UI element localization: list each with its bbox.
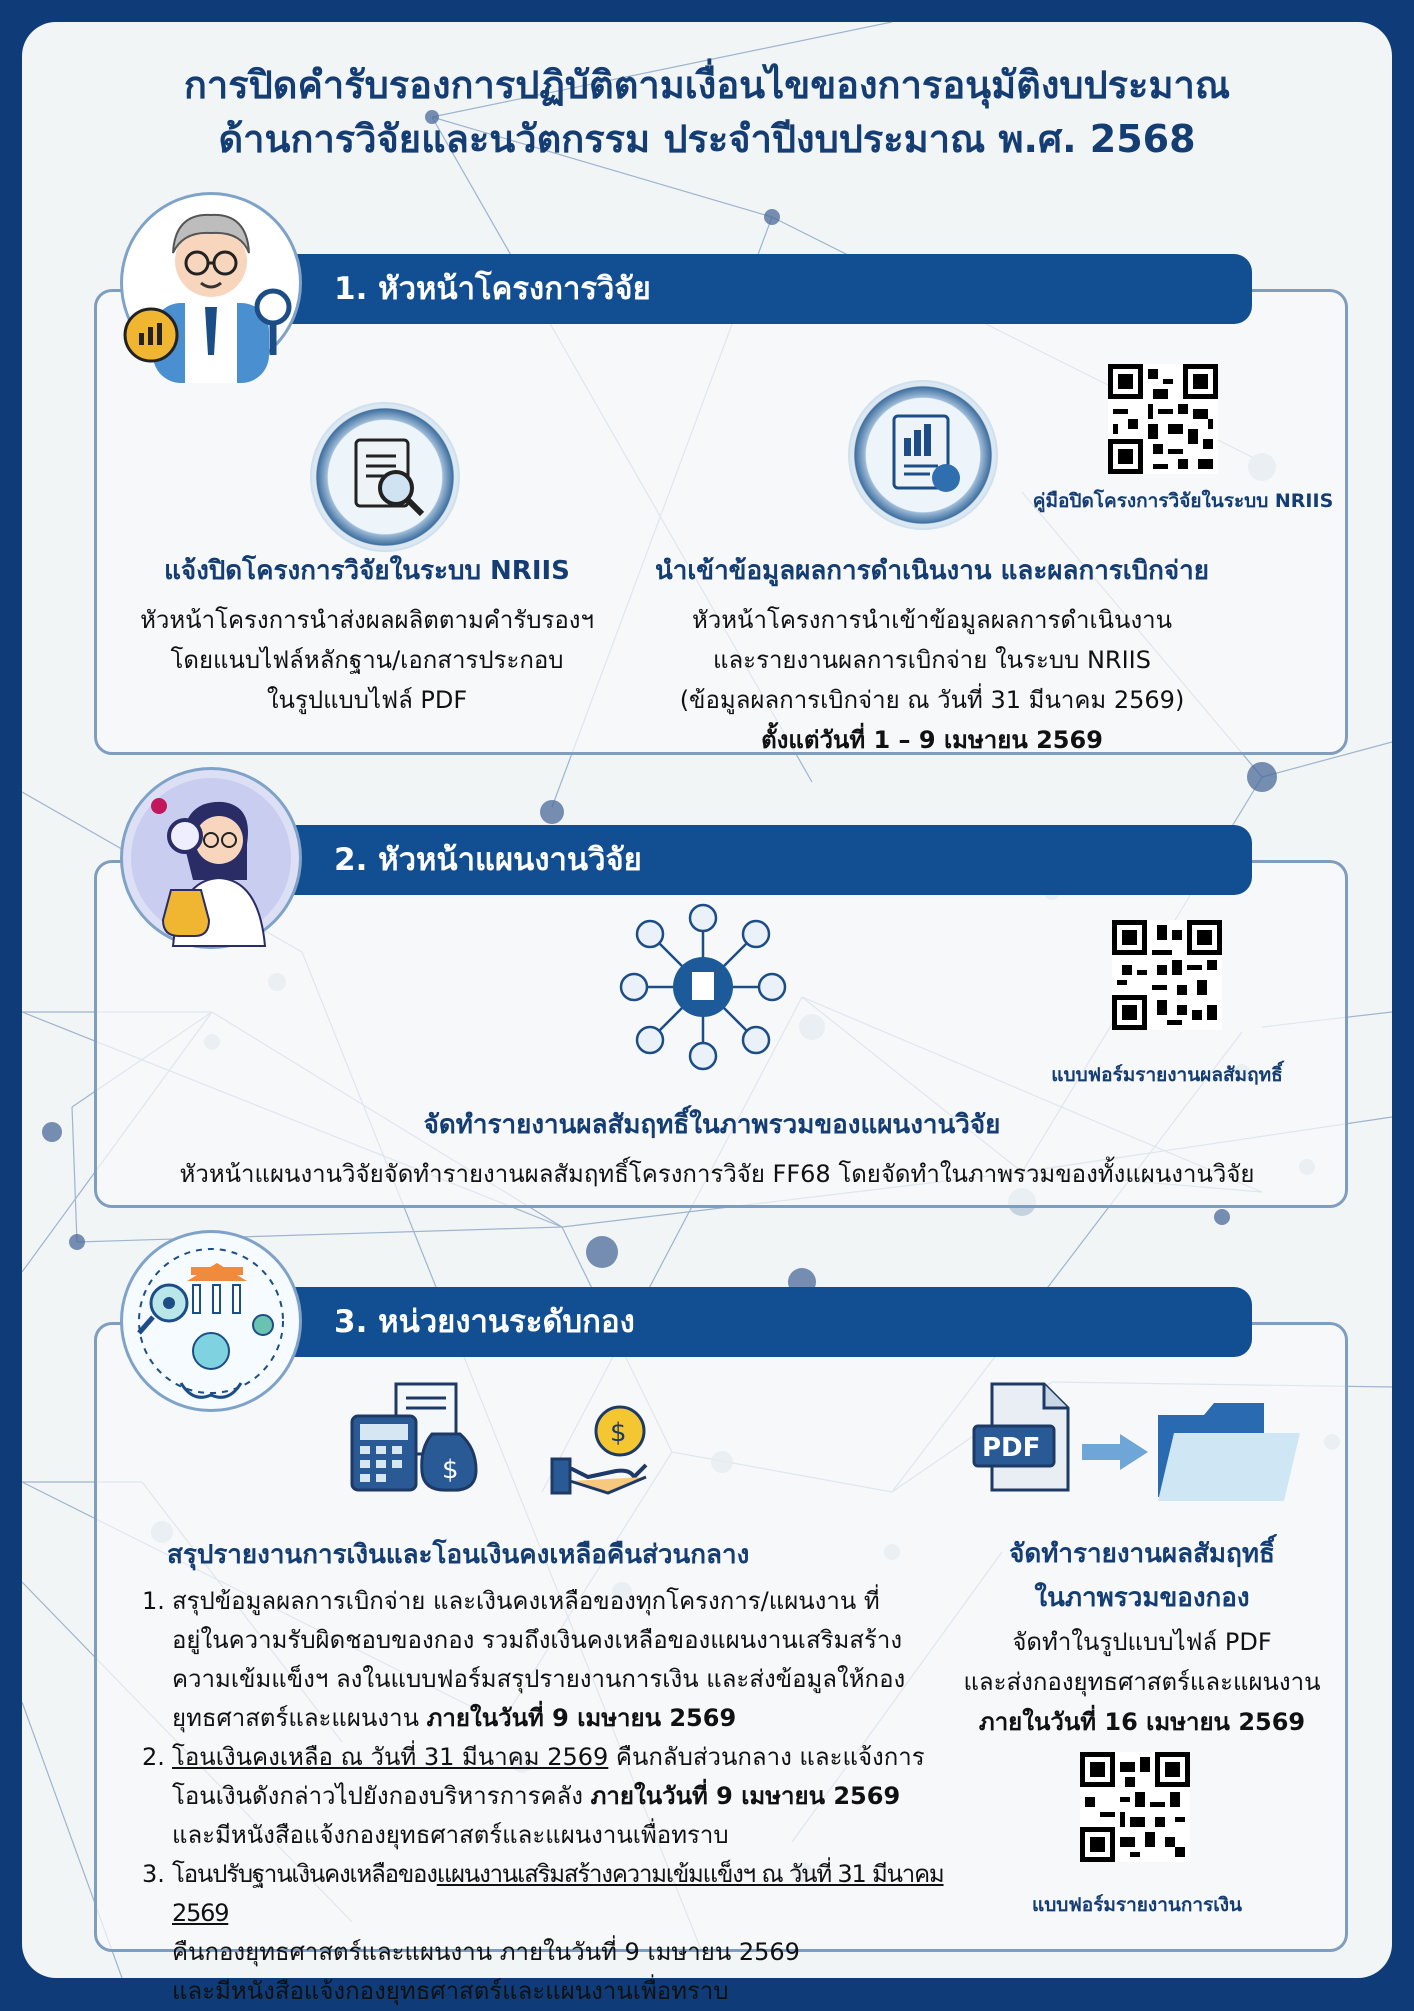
step-line: อยู่ในความรับผิดชอบของกอง รวมถึงเงินคงเหลือของแผนงานเสริมสร้าง	[172, 1626, 903, 1654]
organization-avatar-icon	[120, 1230, 302, 1412]
section-3-right-text	[962, 1622, 1322, 1742]
folder-icon	[1154, 1397, 1304, 1507]
right-line: จัดทำในรูปแบบไฟล์ PDF	[1012, 1628, 1272, 1656]
qr-code-manual[interactable]	[1108, 364, 1218, 474]
step-text: โอนปรับฐานเงินคงเหลือของ	[172, 1860, 437, 1888]
section-1-left-line: หัวหน้าโครงการนำส่งผลผลิตตามคำรับรองฯ	[140, 606, 594, 634]
step-number: 1.	[142, 1587, 165, 1615]
step-line: สรุปข้อมูลผลการเบิกจ่าย และเงินคงเหลือของทุกโครงการ/แผนงาน ที่	[172, 1587, 880, 1615]
hand-coin-icon	[550, 1397, 660, 1497]
step-1	[142, 1582, 972, 1738]
step-2	[142, 1738, 972, 1855]
qr-label-achievement-form: แบบฟอร์มรายงานผลสัมฤทธิ์	[1051, 1064, 1283, 1086]
section-3-right-title	[962, 1532, 1322, 1620]
step-deadline: ภายในวันที่ 9 เมษายน 2569	[590, 1782, 901, 1810]
network-people-icon	[618, 902, 788, 1072]
section-3-left-title: สรุปรายงานการเงินและโอนเงินคงเหลือคืนส่วนกลาง	[167, 1540, 750, 1570]
right-line: และส่งกองยุทธศาสตร์และแผนงาน	[963, 1668, 1321, 1696]
section-1-deadline: ตั้งแต่วันที่ 1 – 9 เมษายน 2569	[761, 726, 1103, 754]
title-line-2: ด้านการวิจัยและนวัตกรรม ประจำปีงบประมาณ พ.ศ. 2568	[218, 117, 1196, 161]
section-2-text: หัวหน้าแผนงานวิจัยจัดทำรายงานผลสัมฤทธิ์โครงการวิจัย FF68 โดยจัดทำในภาพรวมของทั้งแผนงานวิจัย	[179, 1160, 1255, 1188]
step-line: ความเข้มแข็งฯ ลงในแบบฟอร์มสรุปรายงานการเงิน และส่งข้อมูลให้กอง	[172, 1665, 906, 1693]
right-title-line: ในภาพรวมของกอง	[1034, 1583, 1250, 1613]
section-1-right-text	[632, 600, 1232, 760]
arrow-right-icon	[1080, 1432, 1150, 1472]
section-3-heading-bar	[284, 1287, 1252, 1357]
section-1-heading-bar	[284, 254, 1252, 324]
step-line	[172, 1855, 972, 1933]
step-line: และมีหนังสือแจ้งกองยุทธศาสตร์และแผนงานเพื่อทราบ	[172, 1821, 729, 1849]
step-line	[172, 1738, 972, 1777]
section-1-right-line: และรายงานผลการเบิกจ่าย ในระบบ NRIIS	[713, 646, 1151, 674]
step-deadline: ภายในวันที่ 9 เมษายน 2569	[426, 1704, 737, 1732]
step-underlined: โอนเงินคงเหลือ ณ วันที่ 31 มีนาคม 2569	[172, 1743, 609, 1771]
document-search-icon	[310, 402, 460, 552]
right-title-line: จัดทำรายงานผลสัมฤทธิ์	[1009, 1539, 1275, 1569]
step-text: คืนกลับส่วนกลาง และแจ้งการ	[608, 1743, 925, 1771]
qr-code-finance-form[interactable]	[1080, 1752, 1190, 1862]
section-3-steps	[142, 1582, 972, 2011]
section-2-heading: 2. หัวหน้าแผนงานวิจัย	[334, 842, 642, 878]
section-1-right-line: (ข้อมูลผลการเบิกจ่าย ณ วันที่ 31 มีนาคม 2569)	[679, 686, 1185, 714]
infographic-page	[22, 22, 1392, 2005]
report-chart-icon	[848, 380, 998, 530]
step-3	[142, 1855, 972, 2011]
svg-text:$: $	[442, 1455, 459, 1485]
section-1-heading: 1. หัวหน้าโครงการวิจัย	[334, 271, 651, 307]
section-1-left-text	[112, 600, 622, 720]
section-1-left-line: โดยแนบไฟล์หลักฐาน/เอกสารประกอบ	[170, 646, 564, 674]
pdf-file-icon	[972, 1382, 1072, 1494]
right-deadline: ภายในวันที่ 16 เมษายน 2569	[978, 1708, 1306, 1736]
step-line	[172, 1777, 972, 1816]
section-1-left-line: ในรูปแบบไฟล์ PDF	[266, 686, 468, 714]
pdf-badge-text: PDF	[982, 1433, 1041, 1463]
calculator-money-icon	[350, 1382, 480, 1494]
page-title	[22, 58, 1392, 166]
qr-code-achievement-form[interactable]	[1112, 920, 1222, 1030]
qr-label-finance-form: แบบฟอร์มรายงานการเงิน	[1031, 1894, 1243, 1916]
step-text: โอนเงินดังกล่าวไปยังกองบริหารการคลัง	[172, 1782, 591, 1810]
title-line-1: การปิดคำรับรองการปฏิบัติตามเงื่อนไขของการอนุมัติงบประมาณ	[183, 63, 1231, 107]
section-2-title: จัดทำรายงานผลสัมฤทธิ์ในภาพรวมของแผนงานวิจัย	[423, 1110, 1001, 1140]
step-line: คืนกองยุทธศาสตร์และแผนงาน ภายในวันที่ 9 เมษายน 2569	[172, 1938, 800, 1966]
researcher-avatar-icon	[120, 192, 302, 374]
step-number: 3.	[142, 1860, 165, 1888]
step-text: ยุทธศาสตร์และแผนงาน	[172, 1704, 427, 1732]
section-1-right-line: หัวหน้าโครงการนำเข้าข้อมูลผลการดำเนินงาน	[691, 606, 1173, 634]
qr-label-manual: คู่มือปิดโครงการวิจัยในระบบ NRIIS	[1032, 490, 1334, 512]
section-2-heading-bar	[284, 825, 1252, 895]
section-1-left-title: แจ้งปิดโครงการวิจัยในระบบ NRIIS	[164, 556, 570, 586]
svg-text:$: $	[610, 1418, 627, 1448]
step-underlined: แผนงานเสริมสร้างความเข้มแข็งฯ ณ วันที่ 31 มีนาคม 2569	[172, 1860, 944, 1927]
step-number: 2.	[142, 1743, 165, 1771]
step-line	[172, 1699, 972, 1738]
step-line: และมีหนังสือแจ้งกองยุทธศาสตร์และแผนงานเพื่อทราบ	[172, 1977, 729, 2005]
section-1-right-title: นำเข้าข้อมูลผลการดำเนินงาน และผลการเบิกจ่าย	[655, 556, 1209, 586]
section-3-heading: 3. หน่วยงานระดับกอง	[334, 1304, 635, 1340]
scientist-avatar-icon	[120, 767, 302, 949]
